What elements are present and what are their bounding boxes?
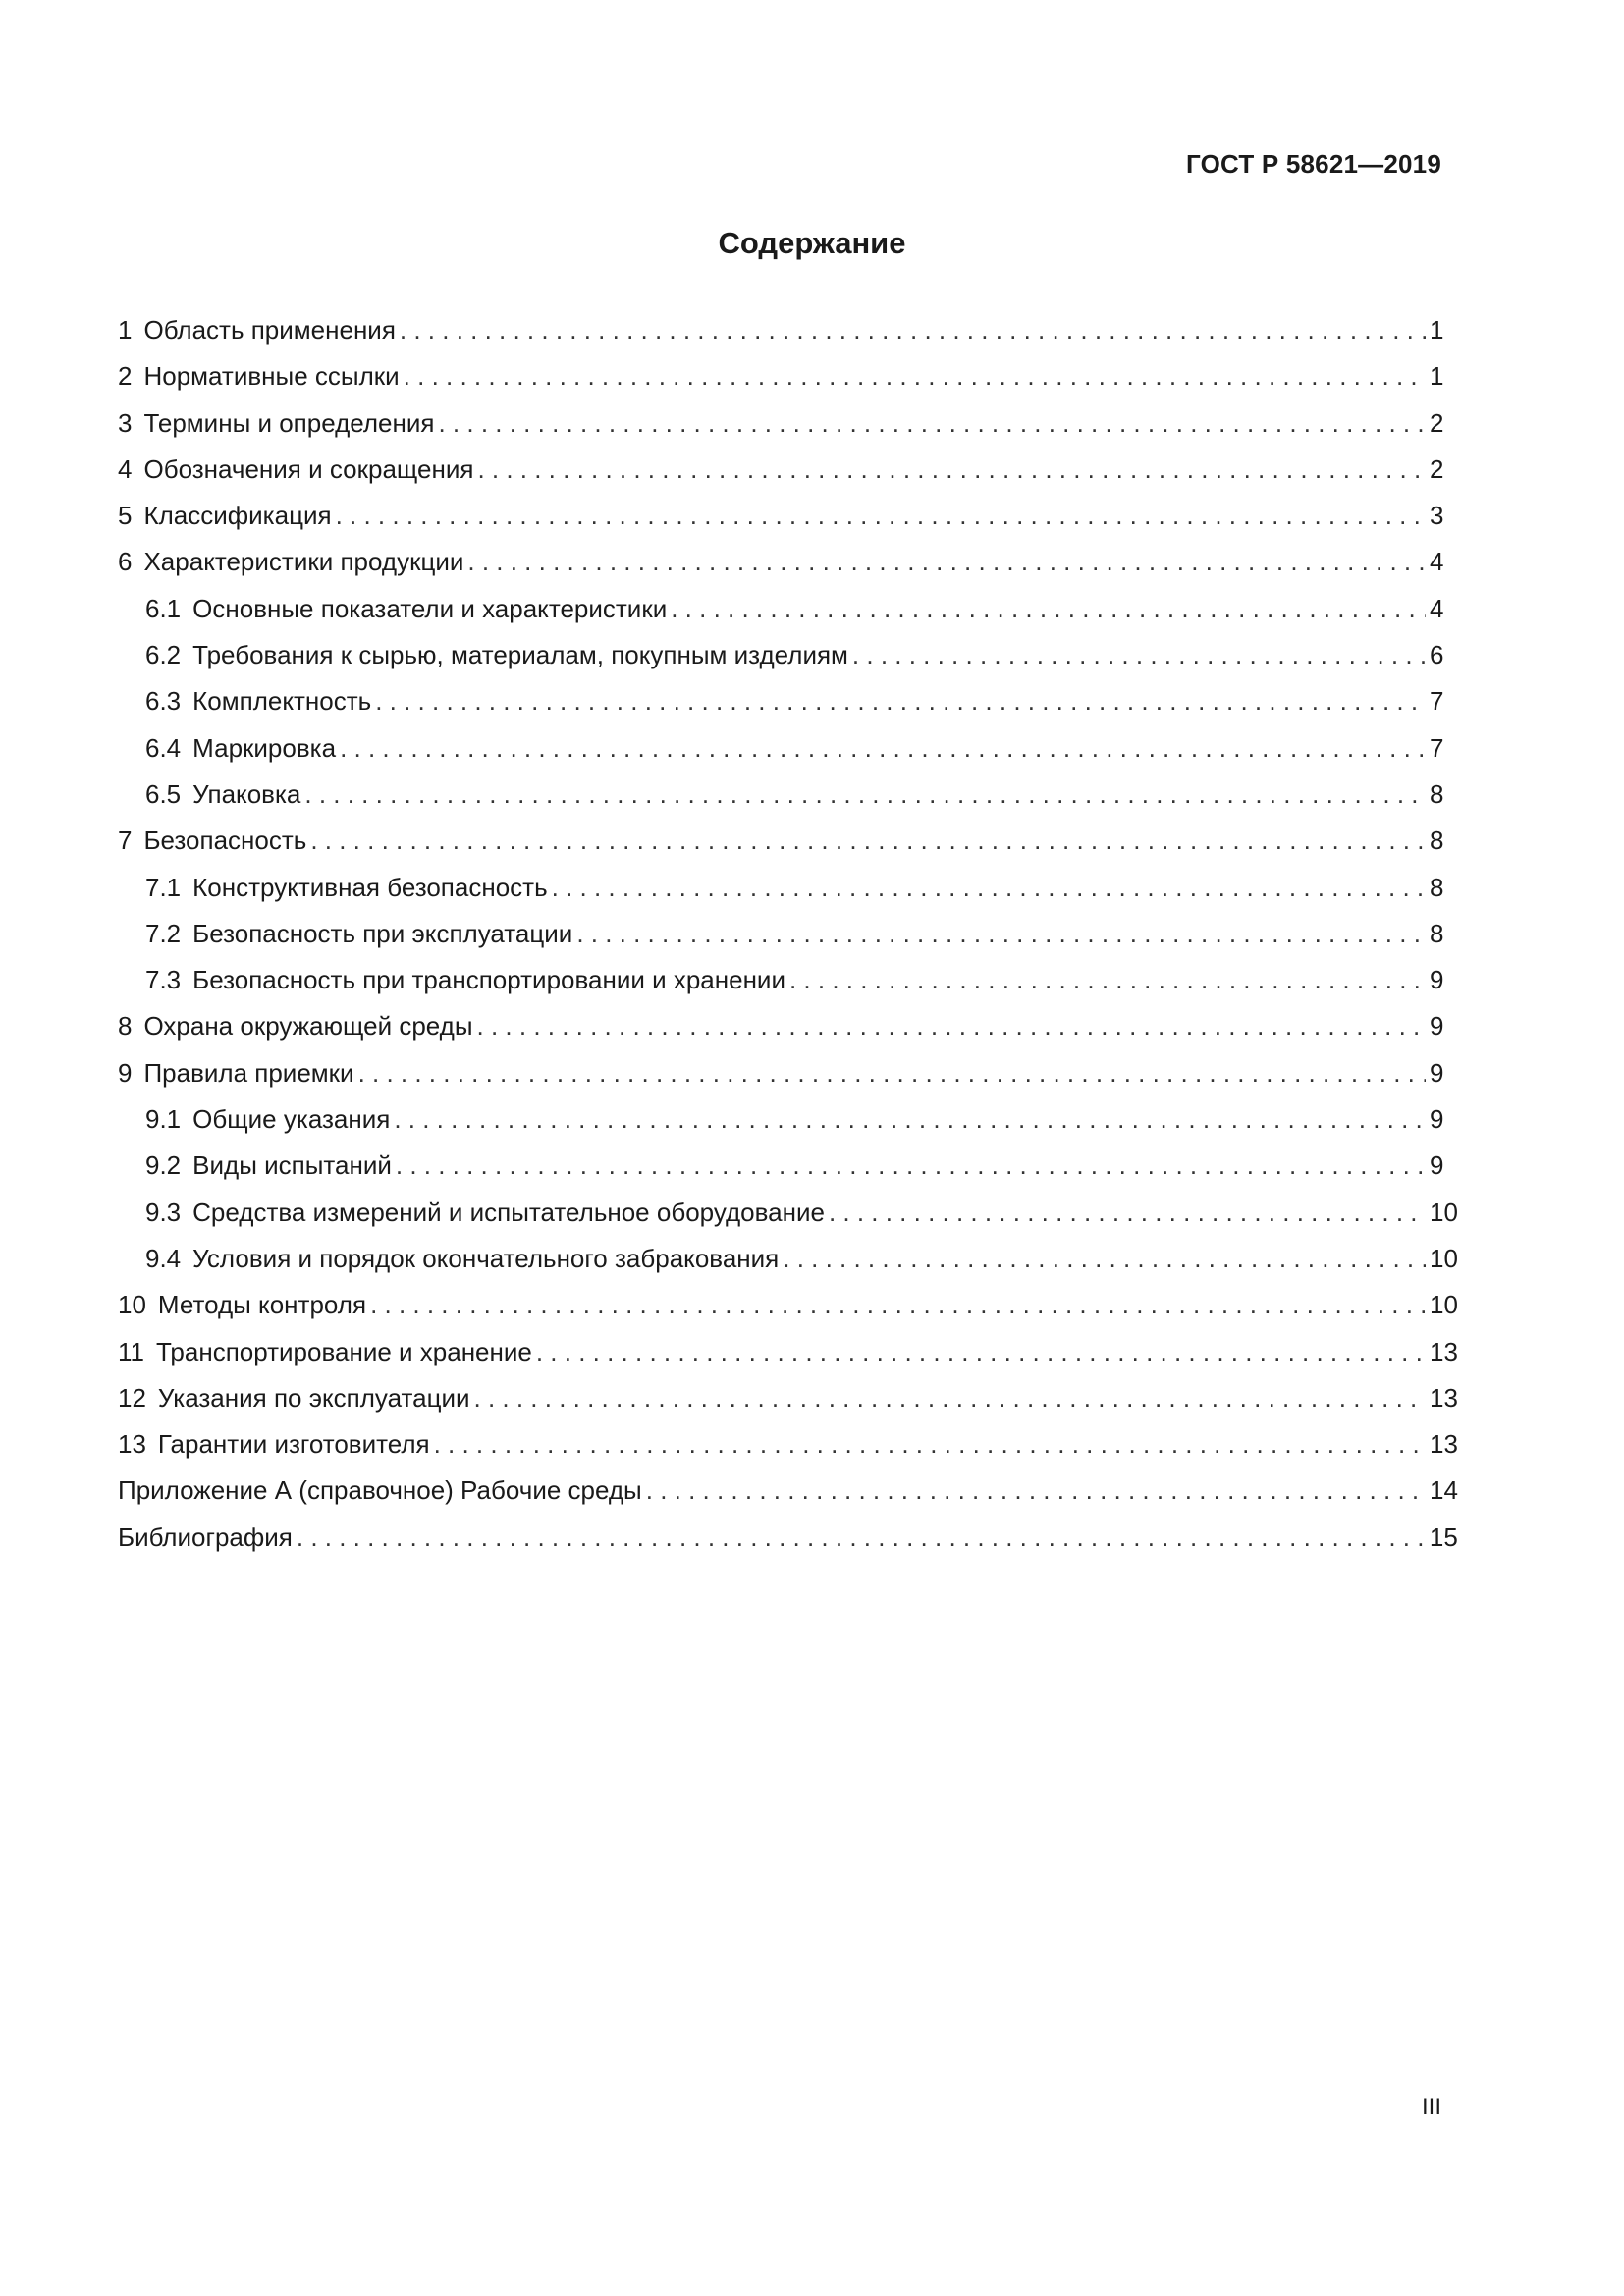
dot-leader xyxy=(467,539,1426,585)
dot-leader xyxy=(789,957,1426,1003)
toc-entry-page: 7 xyxy=(1430,686,1444,717)
toc-entry-title: Библиография xyxy=(118,1522,293,1552)
toc-entry[interactable] xyxy=(118,586,1443,632)
toc-entry-page: 6 xyxy=(1430,640,1444,670)
toc-entry-number: 11 xyxy=(118,1336,144,1366)
toc-entry-title: Охрана окружающей среды xyxy=(143,1011,473,1041)
toc-entry-number: 7.1 xyxy=(145,872,182,902)
toc-entry-number: 6.5 xyxy=(145,778,182,809)
toc-entry-page: 10 xyxy=(1430,1243,1458,1273)
dot-leader xyxy=(394,1096,1426,1143)
toc-entry-number: 5 xyxy=(118,501,133,531)
toc-entry-number: 7.3 xyxy=(145,965,182,995)
toc-entry-title: Конструктивная безопасность xyxy=(192,872,548,902)
toc-entry[interactable] xyxy=(118,725,1443,772)
toc-entry-number: 2 xyxy=(118,361,133,392)
toc-entry-title: Маркировка xyxy=(192,732,337,763)
toc-entry-number: 6.1 xyxy=(145,593,182,623)
toc-entry-title: Безопасность xyxy=(143,826,307,856)
dot-leader xyxy=(477,1003,1426,1049)
toc-entry-page: 2 xyxy=(1430,407,1444,438)
dot-leader xyxy=(474,1375,1426,1421)
toc-entry[interactable] xyxy=(118,1421,1458,1468)
toc-entry-number: 10 xyxy=(118,1290,146,1320)
toc-entry-title: Средства измерений и испытательное оборудование xyxy=(192,1197,825,1227)
toc-entry[interactable] xyxy=(118,400,1443,447)
toc-entry-number: 9.1 xyxy=(145,1104,182,1135)
toc-entry-number: 3 xyxy=(118,407,133,438)
dot-leader xyxy=(576,911,1426,957)
dot-leader xyxy=(552,865,1426,911)
dot-leader xyxy=(536,1329,1426,1375)
toc-entry-number: 7.2 xyxy=(145,918,182,948)
toc-entry[interactable] xyxy=(118,632,1443,678)
dot-leader xyxy=(671,586,1426,632)
toc-entry-page: 9 xyxy=(1430,1104,1444,1135)
toc-entry[interactable] xyxy=(118,957,1443,1003)
dot-leader xyxy=(336,493,1426,539)
toc-entry[interactable] xyxy=(118,911,1443,957)
toc-entry-page: 1 xyxy=(1430,315,1444,345)
toc-entry-page: 8 xyxy=(1430,918,1444,948)
toc-entry-page: 9 xyxy=(1430,965,1444,995)
toc-entry[interactable] xyxy=(118,772,1443,818)
toc-entry-number: 6.3 xyxy=(145,686,182,717)
dot-leader xyxy=(438,400,1426,447)
dot-leader xyxy=(358,1050,1426,1096)
dot-leader xyxy=(400,307,1426,353)
toc-entry-title: Гарантии изготовителя xyxy=(157,1429,430,1460)
toc-entry-page: 9 xyxy=(1430,1011,1444,1041)
toc-entry-page: 13 xyxy=(1430,1336,1458,1366)
toc-entry-number: 7 xyxy=(118,826,133,856)
toc-entry-page: 2 xyxy=(1430,454,1444,484)
toc-entry-title: Характеристики продукции xyxy=(143,547,464,577)
toc-entry[interactable] xyxy=(118,678,1443,724)
toc-entry[interactable] xyxy=(118,447,1443,493)
toc-entry-number: 9 xyxy=(118,1057,133,1088)
toc-entry-page: 10 xyxy=(1430,1197,1458,1227)
toc-entry-number: 12 xyxy=(118,1382,146,1413)
toc-entry-page: 13 xyxy=(1430,1382,1458,1413)
toc-entry-title: Указания по эксплуатации xyxy=(157,1382,470,1413)
toc-entry-page: 3 xyxy=(1430,501,1444,531)
dot-leader xyxy=(829,1190,1426,1236)
toc-entry-number: 1 xyxy=(118,315,133,345)
table-of-contents xyxy=(118,307,1458,1561)
dot-leader xyxy=(783,1236,1426,1282)
dot-leader xyxy=(396,1143,1426,1189)
toc-entry[interactable] xyxy=(118,1375,1458,1421)
toc-entry[interactable] xyxy=(118,539,1443,585)
toc-entry-title: Транспортирование и хранение xyxy=(156,1336,532,1366)
toc-entry-title: Приложение А (справочное) Рабочие среды xyxy=(118,1475,642,1506)
dot-leader xyxy=(310,818,1426,864)
dot-leader xyxy=(375,678,1426,724)
toc-entry-page: 13 xyxy=(1430,1429,1458,1460)
toc-entry-title: Упаковка xyxy=(192,778,301,809)
toc-entry-title: Безопасность при эксплуатации xyxy=(192,918,573,948)
toc-entry-page: 15 xyxy=(1429,1522,1458,1552)
toc-entry-number: 9.3 xyxy=(145,1197,182,1227)
toc-entry[interactable] xyxy=(118,353,1443,400)
toc-entry[interactable] xyxy=(118,1190,1458,1236)
toc-entry-page: 10 xyxy=(1430,1290,1458,1320)
dot-leader xyxy=(646,1468,1426,1514)
toc-entry-number: 9.2 xyxy=(145,1150,182,1181)
dot-leader xyxy=(404,353,1426,400)
toc-entry-number: 6 xyxy=(118,547,133,577)
toc-entry-page: 14 xyxy=(1430,1475,1458,1506)
toc-entry-title: Комплектность xyxy=(192,686,372,717)
toc-entry[interactable] xyxy=(118,1003,1443,1049)
toc-entry[interactable] xyxy=(118,307,1443,353)
dot-leader xyxy=(477,447,1426,493)
toc-entry[interactable] xyxy=(118,1050,1443,1096)
toc-entry[interactable] xyxy=(118,1236,1458,1282)
toc-entry-title: Условия и порядок окончательного забракования xyxy=(192,1243,780,1273)
toc-entry-page: 8 xyxy=(1430,872,1444,902)
toc-entry-title: Требования к сырью, материалам, покупным изделиям xyxy=(192,640,848,670)
toc-entry[interactable] xyxy=(118,1096,1443,1143)
toc-entry-title: Виды испытаний xyxy=(192,1150,392,1181)
page-number: III xyxy=(1421,2094,1441,2120)
dot-leader xyxy=(852,632,1426,678)
toc-entry[interactable] xyxy=(118,1329,1458,1375)
toc-entry[interactable] xyxy=(118,1143,1443,1189)
toc-entry-number: 4 xyxy=(118,454,133,484)
page-title: Содержание xyxy=(718,226,906,260)
toc-entry-number: 9.4 xyxy=(145,1243,182,1273)
toc-entry-page: 9 xyxy=(1430,1150,1444,1181)
toc-entry-page: 1 xyxy=(1430,361,1444,392)
toc-entry-title: Безопасность при транспортировании и хранении xyxy=(192,965,785,995)
toc-entry-title: Методы контроля xyxy=(157,1290,367,1320)
toc-entry[interactable] xyxy=(118,818,1443,864)
dot-leader xyxy=(370,1282,1426,1328)
toc-entry-title: Нормативные ссылки xyxy=(143,361,400,392)
toc-entry-page: 7 xyxy=(1430,732,1444,763)
toc-entry-number: 6.2 xyxy=(145,640,182,670)
toc-entry[interactable] xyxy=(118,1468,1458,1514)
toc-entry-number: 6.4 xyxy=(145,732,182,763)
toc-entry[interactable] xyxy=(118,493,1443,539)
toc-entry[interactable] xyxy=(118,1515,1458,1561)
dot-leader xyxy=(340,725,1426,772)
toc-entry[interactable] xyxy=(118,1282,1458,1328)
toc-entry-title: Область применения xyxy=(143,315,396,345)
document-code: ГОСТ Р 58621—2019 xyxy=(1186,149,1441,179)
toc-entry-number: 8 xyxy=(118,1011,133,1041)
toc-entry-page: 4 xyxy=(1430,547,1444,577)
toc-entry-title: Термины и определения xyxy=(143,407,435,438)
toc-entry-title: Классификация xyxy=(143,501,332,531)
dot-leader xyxy=(297,1515,1426,1561)
toc-entry-page: 8 xyxy=(1430,826,1444,856)
toc-entry-title: Обозначения и сокращения xyxy=(143,454,474,484)
toc-entry-title: Основные показатели и характеристики xyxy=(192,593,668,623)
toc-entry-page: 4 xyxy=(1430,593,1444,623)
toc-entry-title: Общие указания xyxy=(192,1104,391,1135)
toc-entry-title: Правила приемки xyxy=(143,1057,354,1088)
dot-leader xyxy=(304,772,1426,818)
toc-entry-number: 13 xyxy=(118,1429,146,1460)
toc-entry-page: 9 xyxy=(1430,1057,1444,1088)
dot-leader xyxy=(434,1421,1426,1468)
toc-entry-page: 8 xyxy=(1430,778,1444,809)
toc-entry[interactable] xyxy=(118,865,1443,911)
